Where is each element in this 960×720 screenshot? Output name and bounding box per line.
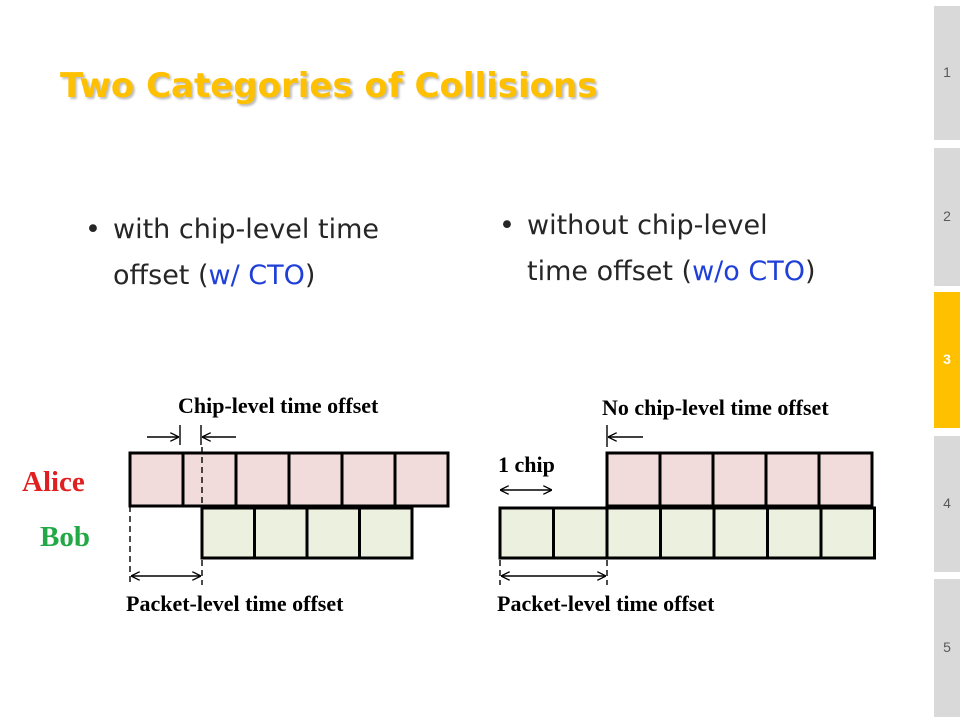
- highlight-w-cto: w/ CTO: [208, 260, 305, 291]
- chip-cell: [713, 453, 766, 506]
- diagram-without-cto: [497, 395, 875, 616]
- nav-tab-3[interactable]: [934, 292, 960, 428]
- chip-cell: [607, 453, 660, 506]
- chip-cell: [360, 508, 413, 558]
- chip-cell: [607, 508, 661, 558]
- nav-tab-label: 4: [943, 495, 951, 511]
- chip-cell: [714, 508, 768, 558]
- chip-cell: [130, 453, 183, 506]
- bullet-line-2: time offset (w/o CTO): [527, 256, 816, 287]
- bullet-line-1: without chip-level: [527, 210, 768, 241]
- no-chip-level-offset-label: No chip-level time offset: [602, 395, 829, 420]
- bob-packet-right: [500, 508, 875, 558]
- chip-cell: [183, 453, 236, 506]
- alice-label: Alice: [22, 466, 85, 498]
- chip-cell: [766, 453, 819, 506]
- chip-cell: [768, 508, 822, 558]
- chip-cell: [202, 508, 255, 558]
- diagram-with-cto: [126, 393, 448, 616]
- packet-level-offset-label: Packet-level time offset: [497, 591, 715, 616]
- packet-level-offset-label: Packet-level time offset: [126, 591, 344, 616]
- chip-cell: [236, 453, 289, 506]
- chip-cell: [307, 508, 360, 558]
- nav-tab-label: 3: [943, 351, 951, 367]
- bullet-line-2: offset (w/ CTO): [113, 260, 316, 291]
- chip-cell: [395, 453, 448, 506]
- nav-tab-2[interactable]: [934, 148, 960, 286]
- bullet-dot: •: [499, 210, 515, 241]
- nav-tab-label: 2: [943, 208, 951, 224]
- nav-tab-4[interactable]: [934, 436, 960, 572]
- one-chip-label: 1 chip: [498, 452, 555, 477]
- bob-packet-left: [202, 508, 412, 558]
- chip-cell: [819, 453, 872, 506]
- chip-cell: [289, 453, 342, 506]
- chip-cell: [342, 453, 395, 506]
- nav-tab-label: 5: [943, 639, 951, 655]
- chip-cell: [661, 508, 715, 558]
- nav-tab-5[interactable]: [934, 579, 960, 717]
- slide-title: Two Categories of Collisions: [60, 66, 598, 106]
- chip-cell: [500, 508, 554, 558]
- nav-tab-1[interactable]: [934, 6, 960, 140]
- chip-cell: [660, 453, 713, 506]
- highlight-wo-cto: w/o CTO: [692, 256, 805, 287]
- alice-packet-left: [130, 453, 448, 506]
- chip-cell: [821, 508, 875, 558]
- chip-level-offset-label: Chip-level time offset: [178, 393, 379, 418]
- bob-label: Bob: [40, 521, 90, 553]
- chip-cell: [255, 508, 308, 558]
- bullet-line-1: with chip-level time: [113, 214, 379, 245]
- chip-cell: [554, 508, 608, 558]
- bullet-dot: •: [85, 214, 101, 245]
- alice-packet-right: [607, 453, 872, 506]
- nav-tab-label: 1: [943, 64, 951, 80]
